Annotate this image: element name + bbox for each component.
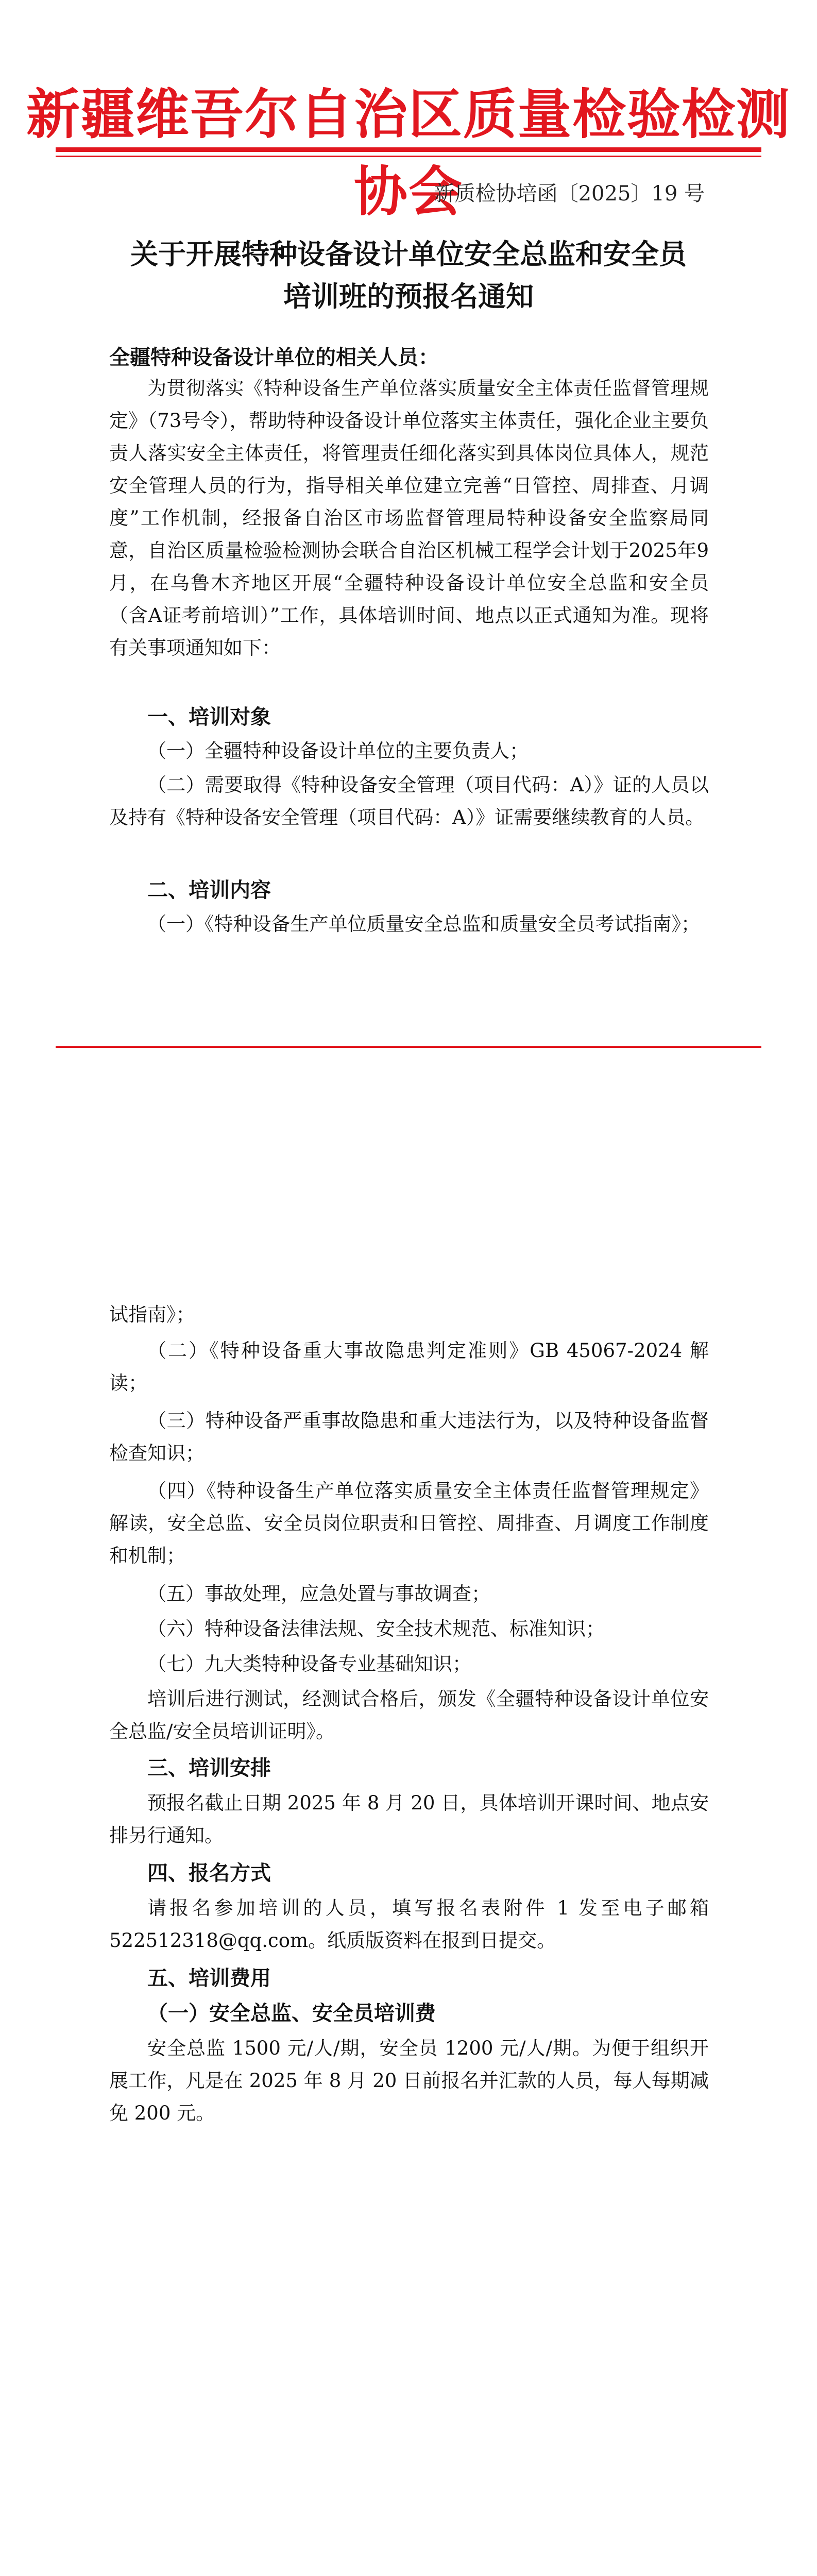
- section-2-item-2: （二）《特种设备重大事故隐患判定准则》GB 45067-2024 解读；: [109, 1340, 709, 1394]
- document-title-line-1: 关于开展特种设备设计单位安全总监和安全员: [130, 238, 687, 270]
- section-1-heading: 一、培训对象: [147, 705, 271, 729]
- section-2-item-5: （五）事故处理，应急处置与事故调查；: [147, 1583, 490, 1605]
- section-2-note: 培训后进行测试，经测试合格后，颁发《全疆特种设备设计单位安全总监/安全员培训证明》。: [109, 1688, 709, 1742]
- fee-subsection-1-heading: （一）安全总监、安全员培训费: [147, 2001, 436, 2025]
- page-1: [0, 0, 817, 1056]
- section-2-item-3: （三）特种设备严重事故隐患和重大违法行为，以及特种设备监督检查知识；: [109, 1410, 709, 1464]
- section-2-item-1-continued: 试指南》；: [109, 1303, 195, 1326]
- section-5-heading: 五、培训费用: [147, 1966, 271, 1990]
- section-2-item-4: （四）《特种设备生产单位落实质量安全主体责任监督管理规定》解读，安全总监、安全员岗位职责和日管控、周排查、月调度工作制度和机制；: [109, 1480, 709, 1567]
- salutation: 全疆特种设备设计单位的相关人员：: [109, 345, 439, 369]
- document-number: 新质检协培函〔2025〕19 号: [434, 182, 705, 206]
- letterhead-rule-thick: [56, 147, 761, 152]
- section-4-heading: 四、报名方式: [147, 1861, 271, 1885]
- document-title-line-2: 培训班的预报名通知: [283, 280, 534, 313]
- section-4-body: 请报名参加培训的人员，填写报名表附件 1 发至电子邮箱 522512318@qq.com。纸质版资料在报到日提交。: [109, 1897, 709, 1952]
- section-2-item-7: （七）九大类特种设备专业基础知识；: [147, 1653, 471, 1675]
- page-1-footer-rule: [56, 1046, 761, 1048]
- letterhead-rule-thin: [56, 156, 761, 157]
- letterhead-title: 新疆维吾尔自治区质量检验检测协会: [26, 82, 791, 223]
- fee-subsection-1-body: 安全总监 1500 元/人/期，安全员 1200 元/人/期。为便于组织开展工作，凡是在 2025 年 8 月 20 日前报名并汇款的人员，每人每期减免 200 元。: [109, 2037, 709, 2124]
- section-2-item-1: （一）《特种设备生产单位质量安全总监和质量安全员考试指南》；: [147, 913, 700, 935]
- section-1-item-1: （一）全疆特种设备设计单位的主要负责人；: [147, 740, 529, 762]
- page-2: [0, 1262, 817, 2576]
- section-2-heading: 二、培训内容: [147, 878, 271, 902]
- intro-paragraph: 为贯彻落实《特种设备生产单位落实质量安全主体责任监督管理规定》（73号令），帮助特种设备设计单位落实主体责任，强化企业主要负责人落实安全主体责任，将管理责任细化落实到具体岗位具体人，规范安全管理人员的行为，指导相关单位建立完善“日管控、周排查、月调度”工作机制，经报备自治区市场监督管理局特种设备安全监察局同意，自治区质量检验检测协会联合自治区机械工程学会计划于2025年9月，在乌鲁木齐地区开展“全疆特种设备设计单位安全总监和安全员（含A证考前培训）”工作，具体培训时间、地点以正式通知为准。现将有关事项通知如下：: [109, 377, 709, 659]
- section-2-item-6: （六）特种设备法律法规、安全技术规范、标准知识；: [147, 1618, 605, 1640]
- section-3-body: 预报名截止日期 2025 年 8 月 20 日，具体培训开课时间、地点安排另行通知。: [109, 1792, 709, 1846]
- section-1-item-2: （二）需要取得《特种设备安全管理（项目代码：A）》证的人员以及持有《特种设备安全管理（项目代码：A）》证需要继续教育的人员。: [109, 774, 709, 828]
- section-3-heading: 三、培训安排: [147, 1756, 271, 1780]
